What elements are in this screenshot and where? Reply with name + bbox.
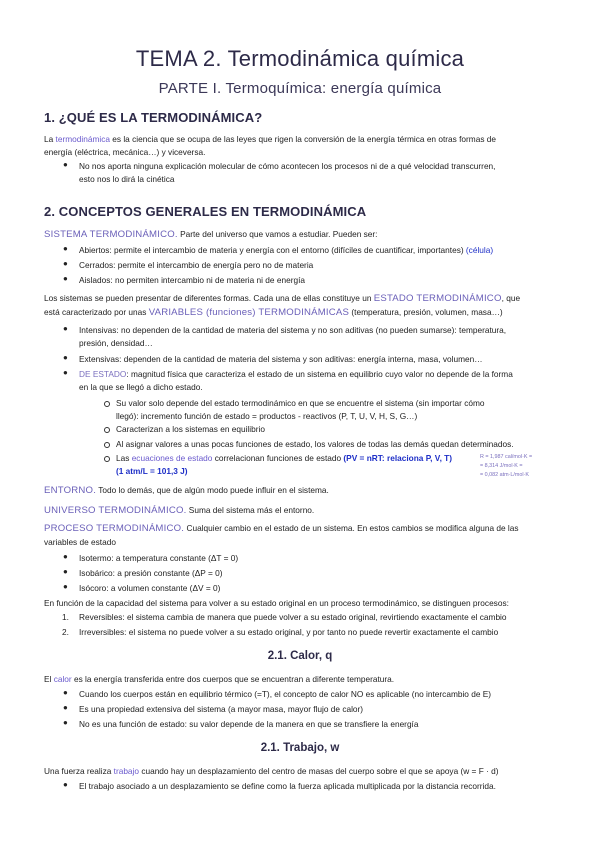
s1-paragraph-line-1: La termodinámica es la ciencia que se ocupa de las leyes que rigen la conversión de la energía térmica en otras formas de [44, 134, 496, 144]
celula-link: (célula) [465, 245, 494, 255]
isobarico-item: Isobárico: a presión constante (ΔP = 0) [79, 568, 223, 578]
bullet-icon: ● [63, 703, 68, 712]
section-trabajo-heading: 2.1. Trabajo, w [260, 742, 340, 754]
s1-bullet-line-1: No nos aporta ninguna explicación molecular de cómo acontecen los procesos ni de a qué velocidad transcurren, [79, 161, 496, 171]
term-termodinamica: termodinámica [55, 134, 110, 144]
trabajo-bullet-1: El trabajo asociado a un desplazamiento se define como la fuerza aplicada multiplicada por la distancia recorrida. [79, 781, 496, 791]
sistema-label: SISTEMA TERMODINÁMICO. [44, 229, 178, 240]
bullet-icon: ● [63, 244, 68, 253]
bullet-icon: ● [63, 353, 68, 362]
bullet-icon: ● [63, 582, 68, 591]
section-2-1-heading: 2.1. Calor, q [267, 650, 333, 662]
funcion-paragraph: En función de la capacidad del sistema para volver a su estado original en un proceso termodinámico, se distinguen procesos: [44, 598, 509, 608]
term-calor: calor [53, 674, 72, 684]
sub-bullet-icon [104, 442, 110, 448]
bullet-icon: ● [63, 259, 68, 268]
isocoro-item: Isócoro: a volumen constante (ΔV = 0) [79, 583, 221, 593]
estado-termodinamico-term: ESTADO TERMODINÁMICO [373, 293, 502, 304]
bullet-icon: ● [63, 160, 68, 169]
de-estado-line-2: en la que se llegó a dicho estado. [79, 382, 203, 392]
bullet-icon: ● [63, 368, 68, 377]
calor-bullet-3: No es una función de estado: su valor depende de la manera en que se transfiere la energía [79, 719, 419, 729]
universo-label: UNIVERSO TERMODINÁMICO. [44, 505, 187, 516]
bullet-icon: ● [63, 718, 68, 727]
entorno-label: ENTORNO. [44, 485, 97, 496]
de-estado-line-1: DE ESTADO: magnitud física que caracteriza el estado de un sistema en equilibrio cuyo valor no depende de la forma [79, 369, 513, 379]
de-estado-label: DE ESTADO [79, 369, 127, 379]
variables-term: VARIABLES (funciones) TERMODINÁMICAS [148, 307, 350, 318]
irreversibles-item: Irreversibles: el sistema no puede volver a su estado original, y por tanto no puede revertir exactamente el cambio [79, 627, 499, 637]
margin-note-line-3: = 0,082 atm·L/mol·K [480, 472, 529, 478]
page-title: TEMA 2. Termodinámica química [135, 46, 465, 71]
sub-item-4-line-1: Las ecuaciones de estado correlacionan funciones de estado (PV = nRT: relaciona P, V, T) [116, 453, 453, 463]
aislados-item: Aislados: no permiten intercambio ni de materia ni de energía [79, 275, 305, 285]
reversibles-item: Reversibles: el sistema cambia de manera que puede volver a su estado original, revirtiendo exactamente el cambio [79, 612, 507, 622]
abiertos-item: Abiertos: permite el intercambio de materia y energía con el entorno (difíciles de cuantificar, importantes) (célula) [79, 245, 494, 255]
list-number-2: 2. [62, 627, 69, 637]
s1-bullet-line-2: esto nos lo dirá la cinética [79, 174, 175, 184]
margin-note-line-2: = 8,314 J/mol·K = [480, 463, 523, 469]
sub-item-4-line-2: (1 atm/L = 101,3 J) [116, 466, 188, 476]
intensivas-line-2: presión, densidad… [79, 338, 153, 348]
section-1-heading: 1. ¿QUÉ ES LA TERMODINÁMICA? [44, 110, 263, 125]
proceso-line-2: variables de estado [44, 537, 116, 547]
section-2-heading: 2. CONCEPTOS GENERALES EN TERMODINÁMICA [44, 204, 367, 219]
bullet-icon: ● [63, 780, 68, 789]
ideal-gas-equation: (PV = nRT: relaciona P, V, T) [343, 453, 453, 463]
sub-item-3: Al asignar valores a unas pocas funciones de estado, los valores de todas las demás quedan determinados. [116, 439, 514, 449]
calor-bullet-1: Cuando los cuerpos están en equilibrio térmico (=T), el concepto de calor NO es aplicable (no intercambio de E) [79, 689, 492, 699]
estado-paragraph-line-2: está caracterizado por unas VARIABLES (funciones) TERMODINÁMICAS (temperatura, presión, volumen, masa…) [44, 307, 503, 318]
list-number-1: 1. [62, 612, 69, 622]
page-subtitle: PARTE I. Termoquímica: energía química [158, 80, 442, 97]
proceso-label: PROCESO TERMODINÁMICO. [44, 523, 185, 534]
bullet-icon: ● [63, 552, 68, 561]
term-trabajo: trabajo [113, 766, 140, 776]
extensivas-item: Extensivas: dependen de la cantidad de materia del sistema y son aditivas: energía interna, masa, volumen… [79, 354, 483, 364]
universo-line: UNIVERSO TERMODINÁMICO. Suma del sistema más el entorno. [44, 505, 315, 516]
bullet-icon: ● [63, 324, 68, 333]
calor-paragraph: El calor es la energía transferida entre dos cuerpos que se encuentran a diferente temperatura. [44, 674, 395, 684]
bullet-icon: ● [63, 274, 68, 283]
bullet-icon: ● [63, 688, 68, 697]
sub-bullet-icon [104, 427, 110, 433]
s1-paragraph-line-2: energía (eléctrica, mecánica…) y viceversa. [44, 147, 206, 157]
sub-item-1-line-2: llegó): incremento función de estado = productos - reactivos (P, T, U, V, H, S, G…) [116, 411, 418, 421]
estado-paragraph-line-1: Los sistemas se pueden presentar de diferentes formas. Cada una de ellas constituye un ESTADO TERMODINÁMICO, que [44, 293, 521, 304]
intensivas-line-1: Intensivas: no dependen de la cantidad de materia del sistema y no son aditivas (no pueden sumarse): temperatura, [79, 325, 507, 335]
sub-item-2: Caracterizan a los sistemas en equilibrio [116, 424, 265, 434]
bullet-icon: ● [63, 567, 68, 576]
margin-note-line-1: R = 1,987 cal/mol·K = [480, 454, 533, 460]
cerrados-item: Cerrados: permite el intercambio de energía pero no de materia [79, 260, 314, 270]
sub-bullet-icon [104, 401, 110, 407]
sistema-line: SISTEMA TERMODINÁMICO. Parte del universo que vamos a estudiar. Pueden ser: [44, 229, 378, 240]
calor-bullet-2: Es una propiedad extensiva del sistema (a mayor masa, mayor flujo de calor) [79, 704, 364, 714]
sub-item-1-line-1: Su valor solo depende del estado termodinámico en que se encuentre el sistema (sin importar cómo [116, 398, 485, 408]
sub-bullet-icon [104, 456, 110, 462]
ecuaciones-de-estado-term: ecuaciones de estado [131, 453, 213, 463]
entorno-line: ENTORNO. Todo lo demás, que de algún modo puede influir en el sistema. [44, 485, 329, 496]
trabajo-paragraph: Una fuerza realiza trabajo cuando hay un desplazamiento del centro de masas del cuerpo sobre el que se apoya (w = F · d) [44, 766, 499, 776]
isotermo-item: Isotermo: a temperatura constante (ΔT = 0) [79, 553, 239, 563]
proceso-line-1: PROCESO TERMODINÁMICO. Cualquier cambio en el estado de un sistema. En estos cambios se modifica alguna de las [44, 523, 519, 534]
